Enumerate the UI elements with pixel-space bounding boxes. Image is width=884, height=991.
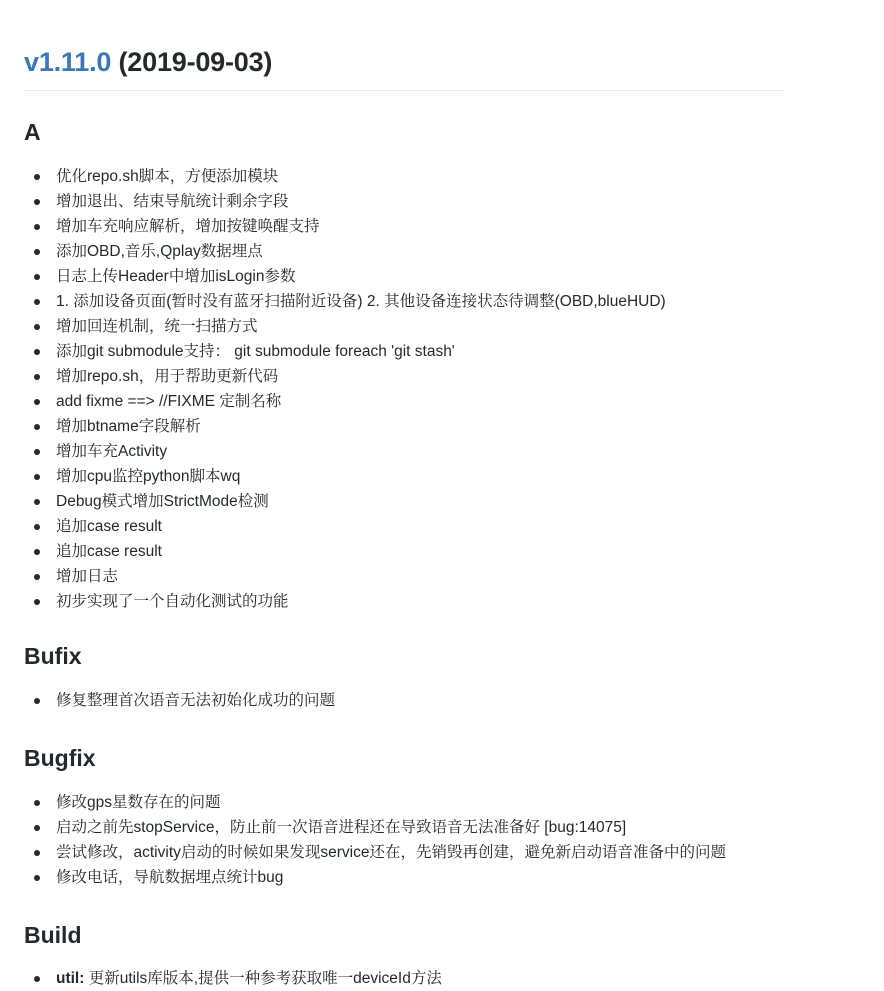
list-item: add fixme ==> //FIXME 定制名称 bbox=[24, 389, 884, 414]
release-header bbox=[24, 0, 784, 91]
list-item: 增加btname字段解析 bbox=[24, 414, 884, 439]
list-item: 修改gps星数存在的问题 bbox=[24, 790, 884, 815]
section-list-a bbox=[24, 164, 884, 614]
release-title bbox=[24, 44, 784, 80]
list-item: 增加退出、结束导航统计剩余字段 bbox=[24, 189, 884, 214]
list-item: 增加车充Activity bbox=[24, 439, 884, 464]
list-item: 添加OBD,音乐,Qplay数据埋点 bbox=[24, 239, 884, 264]
list-item: 增加回连机制，统一扫描方式 bbox=[24, 314, 884, 339]
section-heading-bugfix: Bugfix bbox=[24, 745, 96, 771]
section-list-build bbox=[24, 966, 884, 991]
list-item: 修改电话，导航数据埋点统计bug bbox=[24, 865, 884, 890]
list-item bbox=[24, 966, 884, 991]
list-item: Debug模式增加StrictMode检测 bbox=[24, 489, 884, 514]
list-item: 初步实现了一个自动化测试的功能 bbox=[24, 589, 884, 614]
list-item: 添加git submodule支持： git submodule foreach 'git stash' bbox=[24, 339, 884, 364]
commit-text: 更新utils库版本,提供一种参考获取唯一deviceId方法 bbox=[84, 970, 442, 987]
section-heading-a: A bbox=[24, 119, 41, 145]
list-item: 增加cpu监控python脚本wq bbox=[24, 464, 884, 489]
section-heading-build: Build bbox=[24, 922, 82, 948]
version-link[interactable]: v1.11.0 bbox=[24, 47, 112, 77]
list-item: 日志上传Header中增加isLogin参数 bbox=[24, 264, 884, 289]
list-item: 追加case result bbox=[24, 539, 884, 564]
section-heading-bufix: Bufix bbox=[24, 643, 82, 669]
section-list-bugfix bbox=[24, 790, 884, 890]
list-item: 增加repo.sh，用于帮助更新代码 bbox=[24, 364, 884, 389]
list-item: 1. 添加设备页面(暂时没有蓝牙扫描附近设备) 2. 其他设备连接状态待调整(OBD,blueHUD) bbox=[24, 289, 884, 314]
list-item: 启动之前先stopService，防止前一次语音进程还在导致语音无法准备好 [bug:14075] bbox=[24, 815, 884, 840]
list-item: 增加车充响应解析，增加按键唤醒支持 bbox=[24, 214, 884, 239]
list-item: 修复整理首次语音无法初始化成功的问题 bbox=[24, 688, 884, 713]
list-item: 优化repo.sh脚本，方便添加模块 bbox=[24, 164, 884, 189]
list-item: 增加日志 bbox=[24, 564, 884, 589]
section-list-bufix bbox=[24, 688, 884, 713]
release-date: (2019-09-03) bbox=[118, 47, 273, 77]
commit-scope: util: bbox=[56, 970, 85, 987]
list-item: 尝试修改，activity启动的时候如果发现service还在，先销毁再创建，避免新启动语音准备中的问题 bbox=[24, 840, 884, 865]
list-item: 追加case result bbox=[24, 514, 884, 539]
